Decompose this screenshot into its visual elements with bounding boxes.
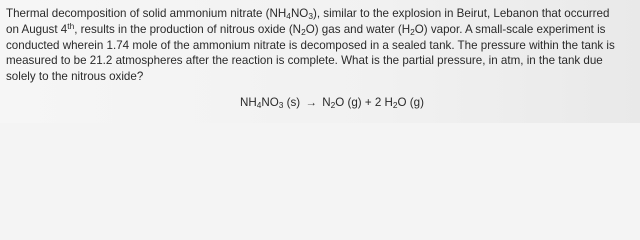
equation-sub-2b: 2: [392, 100, 398, 110]
line-1-sub-4: 4: [286, 11, 291, 21]
equation-state-solid: (s): [283, 96, 304, 109]
equation-nh: NH: [240, 96, 257, 109]
line-2-sub-2b: 2: [410, 26, 415, 37]
chemical-equation: [240, 96, 424, 109]
line-1-text-a: Thermal decomposition of solid ammonium nitrate (NH: [6, 7, 287, 20]
line-1-sub-3: 3: [308, 11, 313, 21]
reaction-arrow-icon: →: [305, 96, 317, 109]
equation-sub-4: 4: [256, 100, 262, 110]
line-2-text-a: on August 4: [6, 22, 68, 36]
line-2-text-c: O) gas and water (H: [305, 22, 411, 36]
line-2-sup-th: th: [67, 20, 75, 31]
line-1-text-c: ), similar to the explosion in Beirut, Lebanon that occurred: [312, 7, 610, 20]
line-1-text-b: NO: [290, 7, 309, 20]
equation-o-g: O (g): [397, 96, 424, 109]
problem-line-2: [6, 22, 634, 38]
problem-line-5: solely to the nitrous oxide?: [6, 70, 144, 84]
line-2-text-d: O) vapor. A small-scale experiment is: [414, 22, 606, 36]
equation-sub-3: 3: [278, 100, 284, 110]
problem-paragraph: [6, 6, 634, 85]
line-2-sub-2a: 2: [301, 26, 306, 37]
equation-no: NO: [261, 96, 279, 109]
line-2-text-b: , results in the production of nitrous oxide (N: [74, 22, 302, 36]
equation-n: N: [318, 96, 331, 109]
problem-line-3: conducted wherein 1.74 mole of the ammonium nitrate is decomposed in a sealed tank. The pressure within the tank is: [6, 38, 615, 52]
equation-sub-2a: 2: [330, 100, 336, 110]
problem-line-1: [6, 6, 634, 22]
problem-line-4: measured to be 21.2 atmospheres after the reaction is complete. What is the partial pressure, in atm, in the tank due: [6, 54, 603, 68]
equation-o-g-plus-h: O (g) + 2 H: [335, 96, 393, 109]
